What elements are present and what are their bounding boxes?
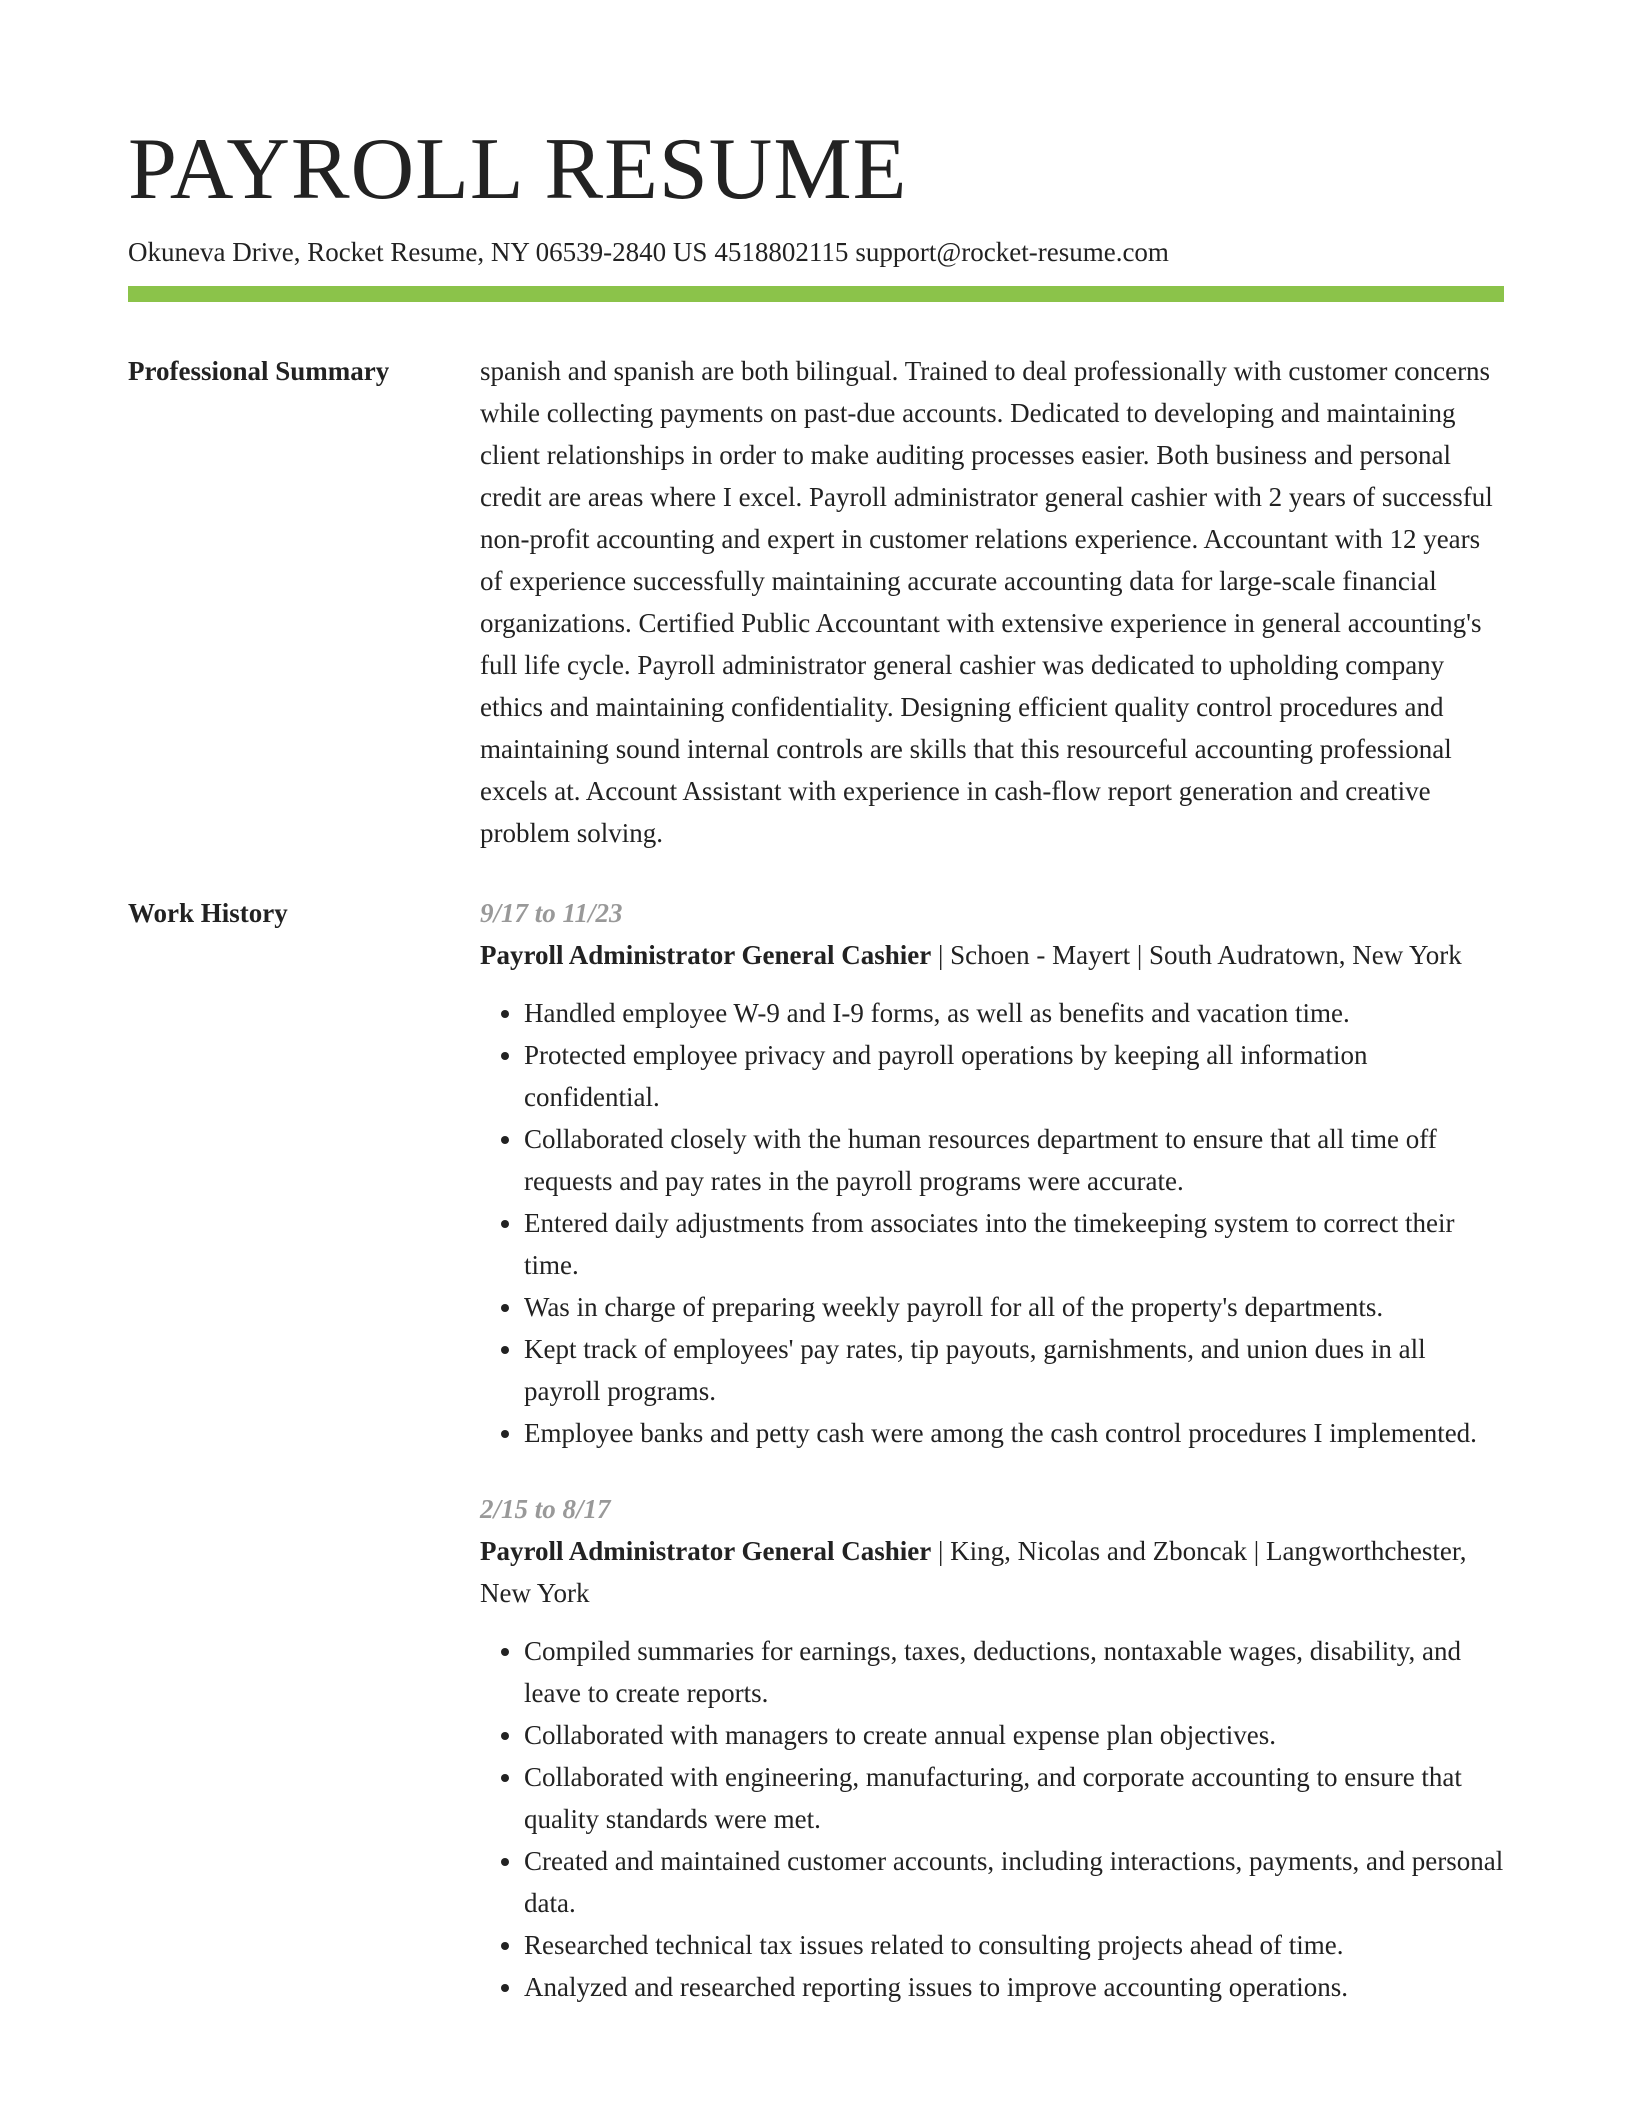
summary-body [480, 350, 1504, 854]
summary-text: spanish and spanish are both bilingual. Trained to deal professionally with customer concerns while collecting payments on past-due accounts. Dedicated to developing and maintaining client relationships in order to make auditing processes easier. Both business and personal credit are areas where I excel. Payroll administrator general cashier with 2 years of successful non-profit accounting and expert in customer relations experience. Accountant with 12 years of experience successfully maintaining accurate accounting data for large-scale financial organizations. Certified Public Accountant with extensive experience in general accounting's full life cycle. Payroll administrator general cashier was dedicated to upholding company ethics and maintaining confidentiality. Designing efficient quality control procedures and maintaining sound internal controls are skills that this resourceful accounting professional excels at. Account Assistant with experience in cash-flow report generation and creative problem solving. [480, 356, 1493, 848]
contact-line [128, 234, 1504, 270]
job-bullet: • Compiled summaries for earnings, taxes, deductions, nontaxable wages, disability, and leave to create reports. [524, 1630, 1504, 1714]
job-entry [480, 1488, 1504, 2008]
job-bullets [480, 1630, 1504, 2008]
job-bullet: • Handled employee W-9 and I-9 forms, as well as benefits and vacation time. [524, 992, 1504, 1034]
job-dates: 9/17 to 11/23 [480, 898, 623, 928]
header-divider [128, 286, 1504, 302]
job-bullet: • Kept track of employees' pay rates, tip payouts, garnishments, and union dues in all payroll programs. [524, 1328, 1504, 1412]
job-title: Payroll Administrator General Cashier [480, 1536, 932, 1566]
work-history-section [128, 892, 1504, 2008]
job-bullet: • Was in charge of preparing weekly payroll for all of the property's departments. [524, 1286, 1504, 1328]
job-bullet: • Collaborated closely with the human resources department to ensure that all time off requests and pay rates in the payroll programs were accurate. [524, 1118, 1504, 1202]
job-details: | King, Nicolas and Zboncak | Langworthchester, New York [480, 1536, 1467, 1608]
resume-header [128, 120, 1504, 302]
job-title: Payroll Administrator General Cashier [480, 940, 932, 970]
job-bullet: • Protected employee privacy and payroll operations by keeping all information confidential. [524, 1034, 1504, 1118]
job-heading [480, 1530, 1504, 1614]
job-bullet: • Collaborated with managers to create annual expense plan objectives. [524, 1714, 1504, 1756]
job-bullets [480, 992, 1504, 1454]
job-bullet: • Employee banks and petty cash were among the cash control procedures I implemented. [524, 1412, 1504, 1454]
contact-phone: 4518802115 [714, 237, 849, 267]
job-bullet: • Collaborated with engineering, manufacturing, and corporate accounting to ensure that quality standards were met. [524, 1756, 1504, 1840]
work-history-title: Work History [128, 898, 288, 928]
resume-page [128, 120, 1504, 2008]
job-dates: 2/15 to 8/17 [480, 1494, 611, 1524]
job-heading [480, 934, 1504, 976]
job-bullet: • Researched technical tax issues related to consulting projects ahead of time. [524, 1924, 1504, 1966]
summary-section [128, 350, 1504, 854]
contact-address: Okuneva Drive, Rocket Resume, NY 06539-2840 US [128, 237, 708, 267]
job-bullet: • Created and maintained customer accounts, including interactions, payments, and personal data. [524, 1840, 1504, 1924]
job-bullet: • Entered daily adjustments from associates into the timekeeping system to correct their time. [524, 1202, 1504, 1286]
job-bullet: • Analyzed and researched reporting issues to improve accounting operations. [524, 1966, 1504, 2008]
job-entry [480, 892, 1504, 1454]
job-details: | Schoen - Mayert | South Audratown, New York [931, 940, 1462, 970]
summary-title: Professional Summary [128, 356, 390, 386]
work-history-body [480, 892, 1504, 2008]
contact-email: support@rocket-resume.com [855, 237, 1169, 267]
resume-name: PAYROLL RESUME [128, 121, 908, 218]
